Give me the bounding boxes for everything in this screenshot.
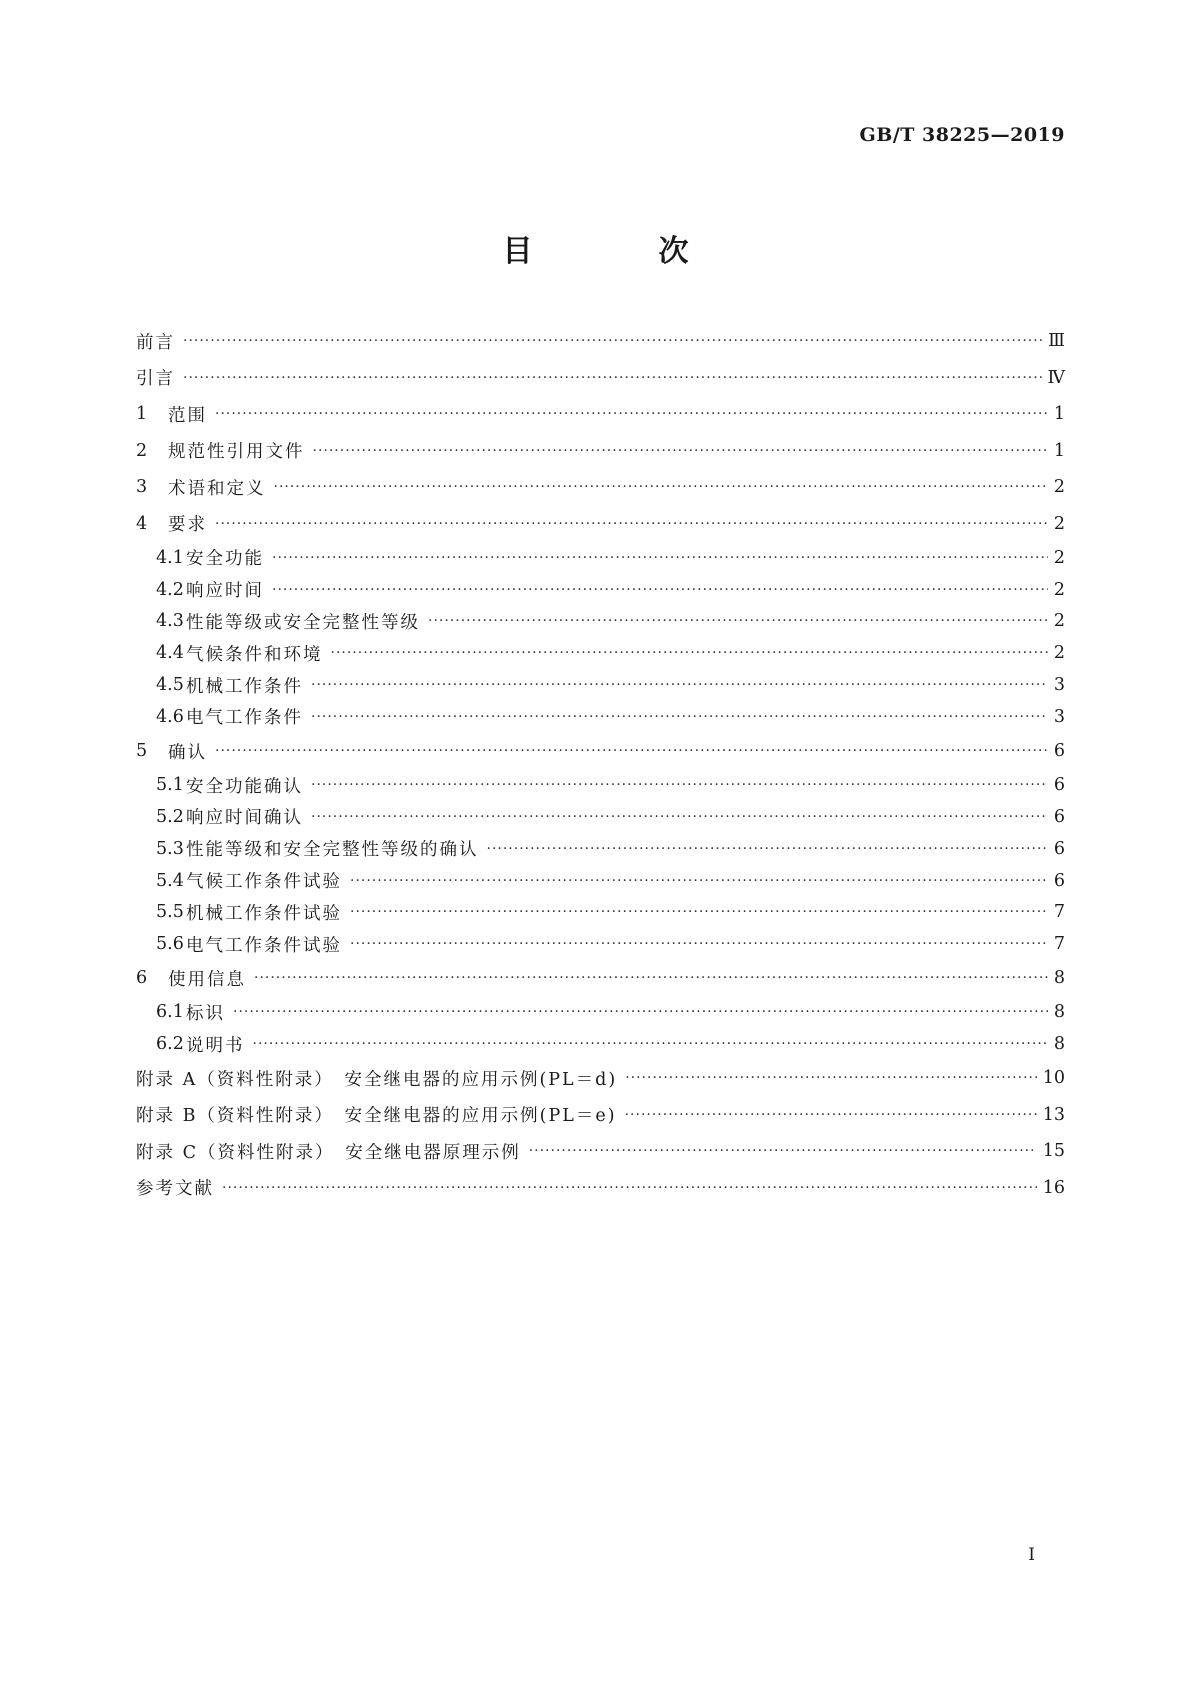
toc-entry-number: 4.1 xyxy=(156,547,184,568)
toc-entry-number: 5 xyxy=(136,741,148,762)
toc-entry-page: 1 xyxy=(1053,404,1065,425)
toc-entry-page: 3 xyxy=(1053,675,1065,696)
toc-entry-number: 1 xyxy=(136,404,148,425)
toc-entry-number: 5.1 xyxy=(156,775,184,796)
toc-entry-label: 参考文献 xyxy=(136,1179,214,1200)
toc-entry-page: 8 xyxy=(1053,968,1065,989)
toc-entry-label: 确认 xyxy=(168,742,207,763)
toc-entry-number: 4.6 xyxy=(156,706,184,727)
toc-entry-page: 6 xyxy=(1053,741,1065,762)
toc-entry-number: 4.2 xyxy=(156,579,184,600)
toc-entry[interactable] xyxy=(136,1060,1065,1097)
toc-entry[interactable] xyxy=(136,574,1065,606)
toc-entry-label: 响应时间 xyxy=(186,581,264,602)
toc-leader-dots xyxy=(274,480,1048,494)
toc-entry-label: 范围 xyxy=(168,405,207,426)
toc-entry-number: 6.1 xyxy=(156,1002,184,1023)
toc-entry[interactable] xyxy=(136,360,1065,397)
toc-entry-label: 要求 xyxy=(168,515,207,536)
toc-leader-dots xyxy=(529,1144,1037,1158)
toc-entry[interactable] xyxy=(136,606,1065,638)
toc-entry-page: 7 xyxy=(1053,902,1065,923)
toc-entry-number: 3 xyxy=(136,477,148,498)
toc-entry-page: 2 xyxy=(1053,611,1065,632)
toc-leader-dots xyxy=(183,334,1042,348)
toc-entry-page: 16 xyxy=(1042,1177,1065,1198)
toc-leader-dots xyxy=(183,371,1042,385)
toc-entry[interactable] xyxy=(136,1170,1065,1207)
toc-entry-label: 气候工作条件试验 xyxy=(186,872,342,893)
toc-leader-dots xyxy=(625,1071,1037,1085)
toc-entry-label: 说明书 xyxy=(186,1035,245,1056)
toc-entry[interactable] xyxy=(136,669,1065,701)
toc-entry[interactable] xyxy=(136,997,1065,1029)
toc-leader-dots xyxy=(215,744,1048,758)
toc-leader-dots xyxy=(350,905,1048,919)
toc-entry[interactable] xyxy=(136,1097,1065,1134)
toc-entry-number: 4.4 xyxy=(156,643,184,664)
toc-leader-dots xyxy=(313,444,1048,458)
toc-entry[interactable] xyxy=(136,637,1065,669)
toc-entry[interactable] xyxy=(136,960,1065,997)
page-number: I xyxy=(1028,1545,1035,1565)
toc-entry-number: 4 xyxy=(136,513,148,534)
toc-entry[interactable] xyxy=(136,701,1065,733)
toc-entry-number: 2 xyxy=(136,440,148,461)
toc-leader-dots xyxy=(215,407,1048,421)
toc-entry-page: 6 xyxy=(1053,775,1065,796)
toc-entry[interactable] xyxy=(136,833,1065,865)
toc-entry-number: 5.4 xyxy=(156,870,184,891)
toc-entry[interactable] xyxy=(136,1028,1065,1060)
toc-entry-page: Ⅲ xyxy=(1048,331,1065,352)
toc-leader-dots xyxy=(215,517,1048,531)
toc-entry-number: 4.5 xyxy=(156,675,184,696)
toc-entry-number: 5.2 xyxy=(156,806,184,827)
toc-entry-label: 附录 B（资料性附录） 安全继电器的应用示例(PL＝e) xyxy=(136,1106,617,1127)
toc-entry-page: 2 xyxy=(1053,513,1065,534)
toc-entry[interactable] xyxy=(136,542,1065,574)
toc-entry-number: 5.5 xyxy=(156,902,184,923)
toc-entry-page: 1 xyxy=(1053,440,1065,461)
toc-entry-label: 气候条件和环境 xyxy=(186,644,323,665)
toc-entry[interactable] xyxy=(136,865,1065,897)
toc-entry-label: 电气工作条件 xyxy=(186,708,303,729)
toc-leader-dots xyxy=(350,874,1048,888)
toc-leader-dots xyxy=(253,1037,1048,1051)
toc-leader-dots xyxy=(254,971,1048,985)
toc-leader-dots xyxy=(331,646,1048,660)
toc-entry[interactable] xyxy=(136,928,1065,960)
toc-leader-dots xyxy=(311,810,1048,824)
toc-entry[interactable] xyxy=(136,506,1065,543)
page-title: 目 次 xyxy=(502,234,737,269)
toc-entry-number: 6.2 xyxy=(156,1034,184,1055)
toc-leader-dots xyxy=(487,842,1048,856)
toc-entry-page: 15 xyxy=(1042,1141,1065,1162)
toc-entry-label: 附录 C（资料性附录） 安全继电器原理示例 xyxy=(136,1142,521,1163)
toc-entry[interactable] xyxy=(136,1133,1065,1170)
toc-entry-page: 3 xyxy=(1053,706,1065,727)
toc-entry-number: 5.6 xyxy=(156,934,184,955)
toc-entry-label: 规范性引用文件 xyxy=(168,442,305,463)
toc-entry-label: 使用信息 xyxy=(168,969,246,990)
toc-entry-page: 7 xyxy=(1053,934,1065,955)
toc-entry-page: 2 xyxy=(1053,579,1065,600)
toc-entry[interactable] xyxy=(136,396,1065,433)
toc-entry-label: 响应时间确认 xyxy=(186,808,303,829)
toc-entry-label: 术语和定义 xyxy=(168,478,266,499)
toc-entry-page: 10 xyxy=(1042,1068,1065,1089)
toc-entry-page: Ⅳ xyxy=(1047,367,1065,388)
toc-entry-label: 标识 xyxy=(186,1003,225,1024)
toc-entry[interactable] xyxy=(136,323,1065,360)
toc-leader-dots xyxy=(311,710,1048,724)
toc-entry[interactable] xyxy=(136,469,1065,506)
toc-entry-label: 前言 xyxy=(136,332,175,353)
toc-entry-page: 2 xyxy=(1053,643,1065,664)
toc-entry-page: 6 xyxy=(1053,838,1065,859)
toc-leader-dots xyxy=(625,1108,1037,1122)
toc-entry-label: 安全功能 xyxy=(186,549,264,570)
toc-entry[interactable] xyxy=(136,896,1065,928)
toc-entry-page: 6 xyxy=(1053,870,1065,891)
toc-entry-page: 6 xyxy=(1053,806,1065,827)
toc-entry-label: 电气工作条件试验 xyxy=(186,935,342,956)
toc-leader-dots xyxy=(222,1181,1037,1195)
toc-entry-number: 6 xyxy=(136,968,148,989)
toc-entry-label: 附录 A（资料性附录） 安全继电器的应用示例(PL＝d) xyxy=(136,1069,618,1090)
toc-entry[interactable] xyxy=(136,801,1065,833)
toc-entry-label: 引言 xyxy=(136,369,175,390)
toc-entry-label: 性能等级和安全完整性等级的确认 xyxy=(186,840,479,861)
toc-entry-label: 机械工作条件试验 xyxy=(186,903,342,924)
toc-entry[interactable] xyxy=(136,769,1065,801)
toc-leader-dots xyxy=(233,1005,1048,1019)
toc-leader-dots xyxy=(428,614,1048,628)
toc-entry-number: 4.3 xyxy=(156,611,184,632)
toc-entry-label: 性能等级或安全完整性等级 xyxy=(186,612,420,633)
toc-entry-page: 2 xyxy=(1053,477,1065,498)
toc-entry-number: 5.3 xyxy=(156,838,184,859)
toc-entry[interactable] xyxy=(136,733,1065,770)
toc-entry-label: 安全功能确认 xyxy=(186,776,303,797)
toc-leader-dots xyxy=(311,678,1048,692)
standard-code: GB/T 38225—2019 xyxy=(859,124,1065,146)
table-of-contents xyxy=(136,323,1065,1206)
toc-entry-page: 2 xyxy=(1053,547,1065,568)
toc-entry-page: 8 xyxy=(1053,1034,1065,1055)
toc-entry-label: 机械工作条件 xyxy=(186,676,303,697)
toc-leader-dots xyxy=(311,778,1048,792)
toc-leader-dots xyxy=(272,551,1048,565)
toc-entry-page: 13 xyxy=(1042,1104,1065,1125)
toc-leader-dots xyxy=(272,583,1048,597)
toc-entry[interactable] xyxy=(136,433,1065,470)
toc-entry-page: 8 xyxy=(1053,1002,1065,1023)
toc-leader-dots xyxy=(350,937,1048,951)
